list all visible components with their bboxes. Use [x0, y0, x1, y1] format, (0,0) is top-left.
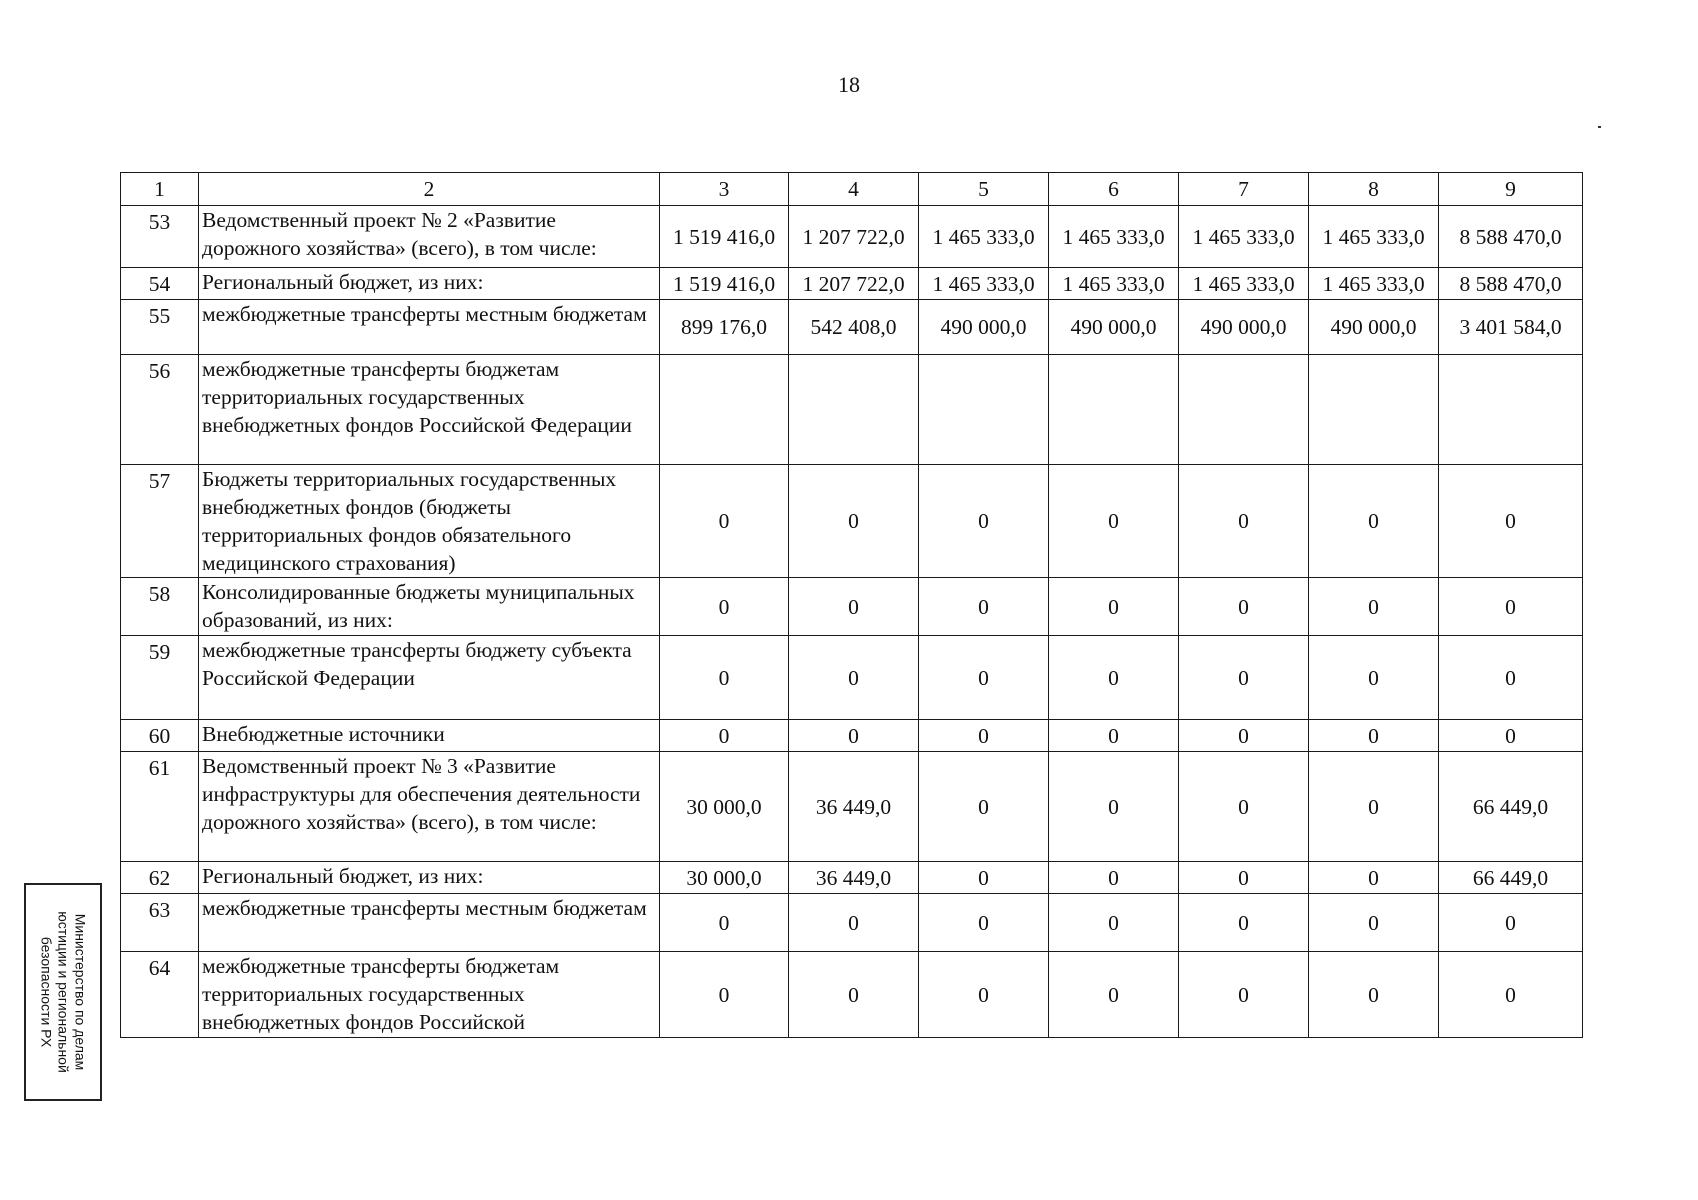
value-cell: 0 [1439, 465, 1583, 578]
table-row [121, 752, 1583, 862]
value-cell [1439, 355, 1583, 465]
scan-speck [1598, 126, 1601, 128]
value-cell: 30 000,0 [660, 862, 789, 894]
value-cell: 1 465 333,0 [1309, 206, 1439, 268]
column-header: 1 [121, 173, 199, 206]
table-row [121, 268, 1583, 300]
table-row [121, 862, 1583, 894]
value-cell: 0 [660, 894, 789, 952]
row-number: 57 [121, 465, 199, 578]
value-cell: 0 [1439, 952, 1583, 1038]
value-cell: 490 000,0 [1049, 300, 1179, 355]
table-row [121, 894, 1583, 952]
value-cell: 0 [1439, 636, 1583, 720]
row-name: Региональный бюджет, из них: [199, 862, 660, 894]
column-header: 3 [660, 173, 789, 206]
column-header: 4 [789, 173, 919, 206]
row-name: межбюджетные трансферты бюджету субъекта Российской Федерации [199, 636, 660, 720]
value-cell: 0 [789, 720, 919, 752]
value-cell: 0 [660, 578, 789, 636]
value-cell: 0 [1179, 636, 1309, 720]
row-name: межбюджетные трансферты бюджетам территориальных государственных внебюджетных фондов Российской [199, 952, 660, 1038]
value-cell: 0 [1439, 720, 1583, 752]
value-cell: 1 465 333,0 [1049, 268, 1179, 300]
table-row [121, 952, 1583, 1038]
value-cell: 0 [1309, 636, 1439, 720]
value-cell: 0 [919, 578, 1049, 636]
value-cell: 542 408,0 [789, 300, 919, 355]
value-cell: 0 [1049, 752, 1179, 862]
column-header: 5 [919, 173, 1049, 206]
value-cell: 66 449,0 [1439, 862, 1583, 894]
header-row [121, 173, 1583, 206]
value-cell: 0 [660, 636, 789, 720]
table-row [121, 578, 1583, 636]
table-row [121, 720, 1583, 752]
value-cell: 0 [1309, 862, 1439, 894]
value-cell: 0 [1179, 894, 1309, 952]
value-cell: 0 [1179, 720, 1309, 752]
value-cell: 0 [919, 894, 1049, 952]
value-cell: 0 [919, 862, 1049, 894]
value-cell: 1 207 722,0 [789, 206, 919, 268]
budget-table [120, 172, 1583, 1038]
value-cell: 899 176,0 [660, 300, 789, 355]
value-cell: 0 [1049, 465, 1179, 578]
row-number: 59 [121, 636, 199, 720]
value-cell [1049, 355, 1179, 465]
stamp-text: Министерство по делам юстиции и региональной безопасности РХ [38, 911, 89, 1073]
value-cell: 0 [660, 952, 789, 1038]
table-row [121, 300, 1583, 355]
value-cell: 0 [1049, 952, 1179, 1038]
value-cell: 3 401 584,0 [1439, 300, 1583, 355]
value-cell: 0 [789, 636, 919, 720]
table-row [121, 465, 1583, 578]
value-cell: 0 [789, 465, 919, 578]
value-cell: 0 [1309, 894, 1439, 952]
value-cell: 1 207 722,0 [789, 268, 919, 300]
value-cell: 66 449,0 [1439, 752, 1583, 862]
budget-table-container [120, 172, 1583, 1038]
value-cell: 0 [919, 952, 1049, 1038]
column-header: 6 [1049, 173, 1179, 206]
row-number: 62 [121, 862, 199, 894]
value-cell: 0 [1439, 894, 1583, 952]
value-cell: 30 000,0 [660, 752, 789, 862]
row-name: Региональный бюджет, из них: [199, 268, 660, 300]
value-cell: 8 588 470,0 [1439, 268, 1583, 300]
row-number: 55 [121, 300, 199, 355]
value-cell: 0 [1049, 862, 1179, 894]
value-cell: 0 [1179, 465, 1309, 578]
value-cell: 8 588 470,0 [1439, 206, 1583, 268]
value-cell: 0 [1309, 465, 1439, 578]
column-header: 9 [1439, 173, 1583, 206]
table-row [121, 355, 1583, 465]
table-body [121, 206, 1583, 1038]
row-number: 63 [121, 894, 199, 952]
value-cell: 0 [1049, 720, 1179, 752]
value-cell: 1 465 333,0 [1309, 268, 1439, 300]
value-cell: 0 [1179, 752, 1309, 862]
value-cell: 0 [1049, 636, 1179, 720]
registration-stamp [24, 883, 102, 1101]
row-name: Консолидированные бюджеты муниципальных образований, из них: [199, 578, 660, 636]
row-number: 54 [121, 268, 199, 300]
row-number: 53 [121, 206, 199, 268]
value-cell: 490 000,0 [1309, 300, 1439, 355]
value-cell: 0 [1179, 952, 1309, 1038]
value-cell [1179, 355, 1309, 465]
value-cell: 0 [1309, 720, 1439, 752]
value-cell: 1 465 333,0 [1179, 268, 1309, 300]
value-cell: 0 [1439, 578, 1583, 636]
row-name: Бюджеты территориальных государственных внебюджетных фондов (бюджеты территориальных фондов обязательного медицинского страхования) [199, 465, 660, 578]
row-name: межбюджетные трансферты бюджетам территориальных государственных внебюджетных фондов Российской Федерации [199, 355, 660, 465]
value-cell: 0 [1049, 894, 1179, 952]
value-cell: 0 [1179, 578, 1309, 636]
column-header: 7 [1179, 173, 1309, 206]
value-cell: 0 [919, 752, 1049, 862]
value-cell: 0 [789, 578, 919, 636]
value-cell: 0 [1309, 578, 1439, 636]
value-cell: 1 465 333,0 [919, 268, 1049, 300]
row-name: Внебюджетные источники [199, 720, 660, 752]
value-cell [660, 355, 789, 465]
value-cell: 0 [789, 952, 919, 1038]
row-name: межбюджетные трансферты местным бюджетам [199, 894, 660, 952]
value-cell: 0 [919, 720, 1049, 752]
row-name: межбюджетные трансферты местным бюджетам [199, 300, 660, 355]
table-row [121, 206, 1583, 268]
value-cell [919, 355, 1049, 465]
row-number: 61 [121, 752, 199, 862]
column-header: 8 [1309, 173, 1439, 206]
row-name: Ведомственный проект № 2 «Развитие дорожного хозяйства» (всего), в том числе: [199, 206, 660, 268]
column-header: 2 [199, 173, 660, 206]
value-cell: 0 [1309, 952, 1439, 1038]
value-cell: 0 [660, 720, 789, 752]
row-number: 56 [121, 355, 199, 465]
value-cell: 0 [919, 465, 1049, 578]
page-number: 18 [838, 72, 860, 97]
row-number: 58 [121, 578, 199, 636]
value-cell [789, 355, 919, 465]
value-cell: 490 000,0 [1179, 300, 1309, 355]
value-cell: 1 519 416,0 [660, 206, 789, 268]
value-cell: 36 449,0 [789, 862, 919, 894]
value-cell: 0 [660, 465, 789, 578]
value-cell: 1 519 416,0 [660, 268, 789, 300]
row-name: Ведомственный проект № 3 «Развитие инфраструктуры для обеспечения деятельности дорожного хозяйства» (всего), в том числе: [199, 752, 660, 862]
value-cell: 1 465 333,0 [919, 206, 1049, 268]
row-number: 64 [121, 952, 199, 1038]
value-cell: 1 465 333,0 [1179, 206, 1309, 268]
row-number: 60 [121, 720, 199, 752]
value-cell [1309, 355, 1439, 465]
value-cell: 490 000,0 [919, 300, 1049, 355]
value-cell: 0 [919, 636, 1049, 720]
value-cell: 0 [1309, 752, 1439, 862]
table-row [121, 636, 1583, 720]
value-cell: 0 [1179, 862, 1309, 894]
value-cell: 36 449,0 [789, 752, 919, 862]
value-cell: 0 [789, 894, 919, 952]
value-cell: 1 465 333,0 [1049, 206, 1179, 268]
value-cell: 0 [1049, 578, 1179, 636]
